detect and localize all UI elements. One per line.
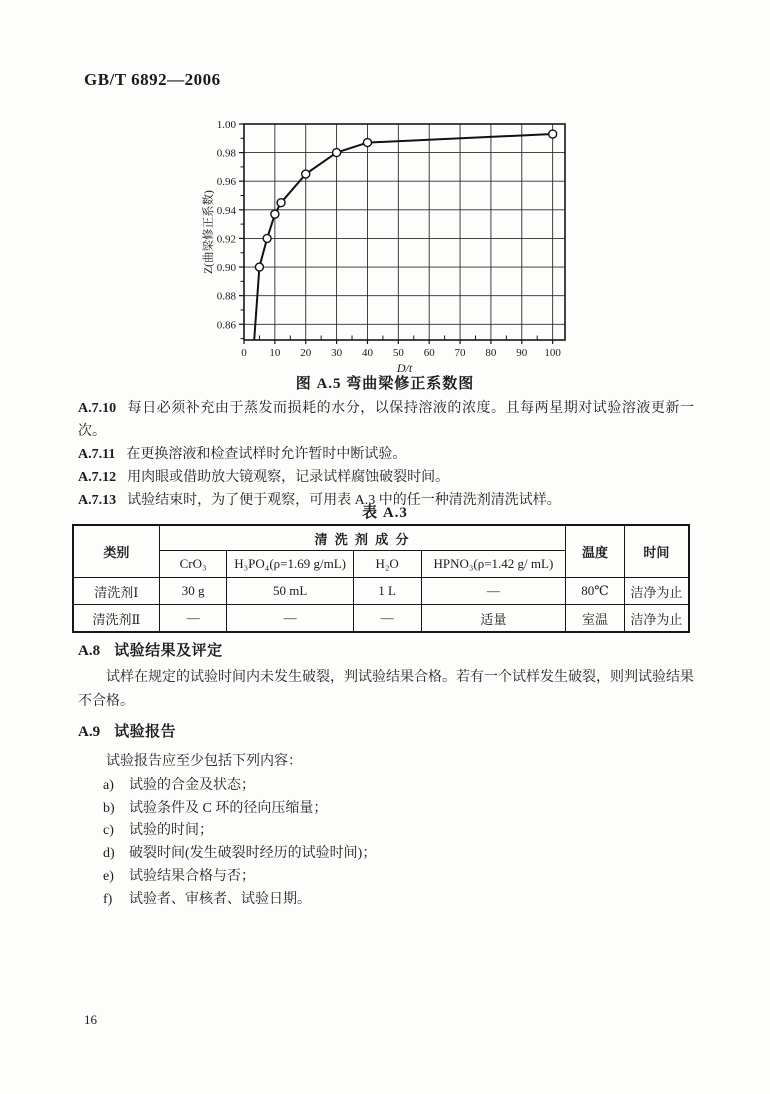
cell-value: 适量 [421, 605, 566, 633]
cleaning-agent-table [72, 524, 690, 633]
list-item [103, 820, 683, 843]
figure-a5-chart [195, 116, 575, 374]
cell-value: 1 L [353, 578, 421, 605]
table-subheader-h2o: H₂O [353, 551, 421, 578]
item-text: 试验结果合格与否； [129, 868, 255, 884]
x-tick-label: 30 [331, 347, 343, 359]
section-a9-intro: 试验报告应至少包括下列内容： [106, 754, 302, 769]
item-text: 试验者、审核者、试验日期。 [129, 891, 311, 907]
list-item [103, 775, 683, 798]
table-header-time: 时间 [624, 525, 689, 578]
data-point-marker [333, 149, 341, 157]
section-a9-heading [78, 720, 176, 741]
x-tick-label: 100 [544, 347, 561, 359]
y-tick-label: 0.94 [216, 204, 236, 217]
cell-category: 清洗剂Ⅰ [73, 578, 159, 605]
x-tick-label: 70 [454, 347, 466, 359]
x-tick-label: 60 [423, 347, 435, 359]
plot-frame [244, 124, 565, 340]
item-text: 试验的时间； [129, 823, 213, 839]
clause-number: A.7.13 [78, 493, 117, 508]
page-number: 16 [84, 1012, 97, 1027]
cell-category: 清洗剂Ⅱ [73, 605, 159, 633]
cell-value: 30 g [159, 578, 227, 605]
cell-time: 洁净为止 [624, 578, 689, 605]
section-a8-body: 试样在规定的试验时间内未发生破裂，判试验结果合格。若有一个试样发生破裂，则判试验结果不合格。 [78, 670, 694, 709]
section-a8-heading [78, 639, 223, 660]
clause-a7-12 [78, 466, 694, 489]
list-item [103, 866, 683, 889]
item-marker: f) [103, 891, 113, 907]
table-subheader-cro3: CrO₃ [159, 551, 227, 578]
chart-canvas [195, 116, 575, 374]
cell-time: 洁净为止 [624, 605, 689, 633]
standard-number: GB/T 6892—2006 [84, 70, 221, 89]
data-point-marker [255, 263, 263, 271]
y-tick-label: 0.98 [216, 147, 236, 160]
clause-text: 用肉眼或借助放大镜观察，记录试样腐蚀破裂时间。 [127, 470, 450, 485]
data-point-marker [302, 170, 310, 178]
data-curve [254, 134, 553, 340]
item-text: 试验的合金及状态； [129, 778, 255, 793]
cell-value: 50 mL [227, 578, 353, 605]
table-header-components-group: 清 洗 剂 成 分 [159, 525, 566, 551]
section-number: A.8 [78, 643, 101, 659]
clause-text: 试验结束时，为了便于观察，可用表 A.3 中的任一种清洗剂清洗试样。 [127, 493, 561, 508]
clause-a7-11 [78, 443, 694, 466]
report-content-list [103, 775, 683, 911]
y-axis-label: Z(曲梁修正系数) [203, 190, 215, 274]
y-tick-label: 1.00 [216, 119, 236, 131]
cell-value: — [353, 605, 421, 633]
data-point-marker [363, 139, 371, 147]
clause-number: A.7.12 [78, 470, 117, 485]
item-marker: d) [103, 846, 115, 862]
clause-text: 在更换溶液和检查试样时允许暂时中断试验。 [126, 447, 407, 462]
section-title: 试验结果及评定 [114, 643, 223, 659]
clause-a7-10 [78, 397, 694, 443]
y-tick-label: 0.92 [216, 233, 236, 246]
clause-text: 每日必须补充由于蒸发而损耗的水分，以保持溶液的浓度。且每两星期对试验溶液更新一次。 [78, 401, 694, 439]
data-point-marker [549, 130, 557, 138]
x-tick-label: 90 [516, 347, 528, 359]
x-axis-label: D/t [396, 361, 413, 374]
y-tick-label: 0.88 [216, 290, 236, 303]
cell-temperature: 80℃ [566, 578, 625, 605]
x-tick-label: 80 [485, 347, 497, 359]
x-tick-label: 50 [392, 347, 404, 359]
x-tick-label: 10 [269, 347, 281, 359]
table-row [73, 578, 689, 605]
x-tick-label: 20 [300, 347, 312, 359]
table-caption: 表 A.3 [362, 505, 408, 521]
data-point-marker [277, 199, 285, 207]
cell-value: — [421, 578, 566, 605]
table-header-temperature: 温度 [566, 525, 625, 578]
clause-number: A.7.10 [78, 401, 117, 416]
cell-value: — [159, 605, 227, 633]
clause-number: A.7.11 [78, 447, 116, 462]
table-header-category: 类别 [73, 525, 159, 578]
item-text: 破裂时间(发生破裂时经历的试验时间)； [129, 846, 377, 862]
item-marker: b) [103, 800, 115, 816]
item-text: 试验条件及 C 环的径向压缩量； [129, 800, 328, 816]
item-marker: a) [103, 778, 114, 793]
item-marker: e) [103, 868, 114, 884]
cell-temperature: 室温 [566, 605, 625, 633]
y-tick-label: 0.86 [216, 319, 236, 332]
list-item [103, 843, 683, 866]
list-item [103, 889, 683, 912]
table-row [73, 605, 689, 633]
clause-list [78, 397, 694, 512]
data-point-marker [263, 234, 271, 242]
x-tick-label: 0 [241, 347, 247, 359]
y-tick-label: 0.96 [216, 176, 236, 189]
section-title: 试验报告 [114, 724, 177, 740]
list-item [103, 798, 683, 821]
item-marker: c) [103, 823, 114, 839]
data-point-marker [271, 210, 279, 218]
cell-value: — [227, 605, 353, 633]
table-subheader-hpno3: HPNO₃(ρ=1.42 g/ mL) [421, 551, 566, 578]
x-tick-label: 40 [361, 347, 373, 359]
table-subheader-h3po4: H₃PO₄(ρ=1.69 g/mL) [227, 551, 353, 578]
figure-caption: 图 A.5 弯曲梁修正系数图 [295, 376, 475, 392]
y-tick-label: 0.90 [216, 262, 236, 275]
section-number: A.9 [78, 724, 101, 740]
